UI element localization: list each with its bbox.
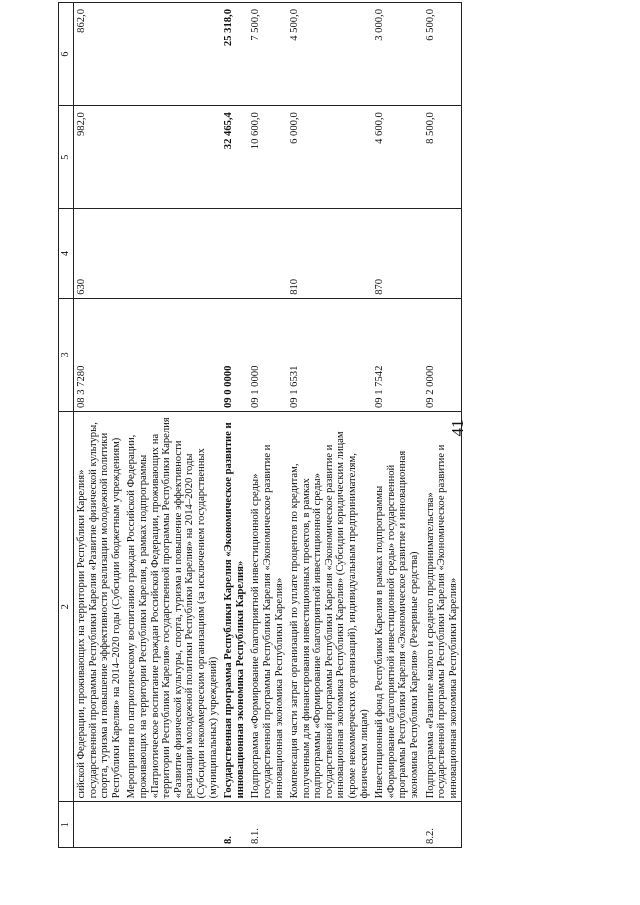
- row-amount-col6: 4 500,0: [287, 3, 372, 106]
- header-col-6: 6: [59, 3, 74, 106]
- budget-table: [58, 2, 462, 848]
- row-amount-col6: 6 500,0: [423, 3, 462, 106]
- table-row: [74, 3, 125, 848]
- row-amount-col5: 982,0: [74, 106, 125, 209]
- row-expense-type: [221, 209, 248, 299]
- page-number: 41: [448, 419, 467, 437]
- row-expense-type: [124, 209, 221, 299]
- row-amount-col5: 8 500,0: [423, 106, 462, 209]
- row-target-code: 08 3 7280: [74, 298, 125, 411]
- row-target-code: 09 1 7542: [372, 298, 422, 411]
- header-col-4: 4: [59, 209, 74, 299]
- row-expense-type: [248, 209, 287, 299]
- row-number: 8.2.: [423, 802, 462, 848]
- row-description: сийской Федерации, проживающих на территории Республики Карелия» государственной программы Республики Карелия «Развитие физической культуры, спорта, туризма и повышение эффективности реализации молодежной политики Республики Карелия» на 2014–2020 годы (Субсидии бюджетным учреждениям): [74, 412, 125, 802]
- header-col-3: 3: [59, 298, 74, 411]
- row-target-code: 09 1 0000: [248, 298, 287, 411]
- row-number: [287, 802, 372, 848]
- header-col-5: 5: [59, 106, 74, 209]
- row-expense-type: 810: [287, 209, 372, 299]
- row-amount-col6: 862,0: [74, 3, 125, 106]
- table-row: [221, 3, 248, 848]
- row-description: Инвестиционный фонд Республики Карелия в рамках подпрограммы «Формирование благоприятной инвестиционной среды» государственной программы Республики Карелия «Экономическое развитие и инновационная экономика Республики Карелия» (Резервные средства): [372, 412, 422, 802]
- table-header-row: [59, 3, 74, 848]
- row-description: Мероприятия по патриотическому воспитанию граждан Российской Федерации, проживающих на территории Республики Карелия, в рамках подпрограммы «Патриотическое воспитание граждан Российской Федерации, проживающих на территории Республики Карелия» государственной программы Республики Карелия «Развитие физической культуры, спорта, туризма и повышение эффективности реализации молодежной политики Республики Карелия» на 2014–2020 годы (Субсидии некоммерческим организациям (за исключением государственных (муниципальных) учреждений): [124, 412, 221, 802]
- row-description: Государственная программа Республики Карелия «Экономическое развитие и инновационная экономика Республики Карелия»: [221, 412, 248, 802]
- row-expense-type: 630: [74, 209, 125, 299]
- header-col-1: 1: [59, 802, 74, 848]
- table-body: [74, 3, 462, 848]
- row-number: 8.: [221, 802, 248, 848]
- table-row: [372, 3, 422, 848]
- budget-table-rotated: [58, 2, 640, 848]
- row-number: [74, 802, 125, 848]
- row-target-code: 09 2 0000: [423, 298, 462, 411]
- row-amount-col5: 4 600,0: [372, 106, 422, 209]
- header-col-2: 2: [59, 412, 74, 802]
- table-row: [124, 3, 221, 848]
- row-amount-col6: 7 500,0: [248, 3, 287, 106]
- row-amount-col5: 6 000,0: [287, 106, 372, 209]
- row-amount-col5: 10 600,0: [248, 106, 287, 209]
- row-target-code: 09 0 0000: [221, 298, 248, 411]
- row-amount-col6: 3 000,0: [372, 3, 422, 106]
- table-row: [248, 3, 287, 848]
- row-description: Компенсация части затрат организаций по уплате процентов по кредитам, полученным для финансирования инвестиционных проектов, в рамках подпрограммы «Формирование благоприятной инвестиционной среды» государственной программы Республики Карелия «Экономическое развитие и инновационная экономика Республики Карелия» (Субсидии юридическим лицам (кроме некоммерческих организаций), индивидуальным предпринимателям, физическим лицам): [287, 412, 372, 802]
- table-row: [287, 3, 372, 848]
- row-amount-col5: 32 465,4: [221, 106, 248, 209]
- row-amount-col5: [124, 106, 221, 209]
- row-number: [124, 802, 221, 848]
- row-expense-type: [423, 209, 462, 299]
- row-description: Подпрограмма «Формирование благоприятной инвестиционной среды» государственной программы Республики Карелия «Экономическое развитие и инновационная экономика Республики Карелия»: [248, 412, 287, 802]
- row-description: Подпрограмма «Развитие малого и среднего предпринимательства» государственной программы Республики Карелия «Экономическое развитие и инновационная экономика Республики Карелия»: [423, 412, 462, 802]
- row-target-code: [124, 298, 221, 411]
- row-number: [372, 802, 422, 848]
- row-number: 8.1.: [248, 802, 287, 848]
- row-expense-type: 870: [372, 209, 422, 299]
- row-amount-col6: 25 318,0: [221, 3, 248, 106]
- row-target-code: 09 1 6531: [287, 298, 372, 411]
- row-amount-col6: [124, 3, 221, 106]
- table-row: [423, 3, 462, 848]
